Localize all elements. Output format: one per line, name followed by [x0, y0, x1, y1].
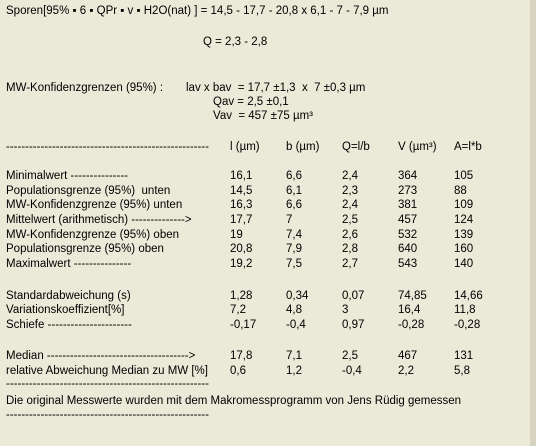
cell: 131	[454, 350, 474, 362]
row-label: Minimalwert ---------------	[6, 170, 128, 182]
row-label: Schiefe ----------------------	[6, 319, 132, 331]
cell: 2,3	[342, 185, 358, 197]
mw-block-label: MW-Konfidenzgrenzen (95%) :	[6, 82, 164, 94]
row-label: Variationskoeffizient[%]	[6, 304, 125, 316]
cell: 2,5	[342, 214, 358, 226]
cell: 140	[454, 258, 474, 270]
cell: 273	[398, 185, 418, 197]
cell: 7,1	[286, 350, 302, 362]
row-label: Standardabweichung (s)	[6, 290, 131, 302]
cell: 2,8	[342, 243, 358, 255]
cell: 74,85	[398, 290, 427, 302]
cell: 16,4	[398, 304, 421, 316]
cell: 6,6	[286, 170, 302, 182]
spore-summary-line: Sporen[95% ▪ 6 ▪ QPr ▪ v ▪ H2O(nat) ] = 14,5 - 17,7 - 20,8 x 6,1 - 7 - 7,9 µm	[6, 5, 389, 17]
q-range-line: Q = 2,3 - 2,8	[203, 36, 268, 48]
cell: 2,4	[342, 199, 358, 211]
cell: 2,6	[342, 229, 358, 241]
cell: 139	[454, 229, 474, 241]
cell: 7	[286, 214, 293, 226]
cell: 381	[398, 199, 418, 211]
cell: 14,66	[454, 290, 483, 302]
cell: 0,34	[286, 290, 309, 302]
cell: 2,7	[342, 258, 358, 270]
row-label: Median ------------------------------------->	[6, 350, 196, 362]
cell: 543	[398, 258, 418, 270]
header-volume: V (µm³)	[398, 141, 437, 153]
cell: 16,1	[230, 170, 253, 182]
cell: -0,4	[286, 319, 306, 331]
header-width: b (µm)	[286, 141, 320, 153]
cell: -0,28	[398, 319, 425, 331]
cell: 105	[454, 170, 474, 182]
mw-block-line3: Vav = 457 ±75 µm³	[213, 110, 313, 122]
cell: 1,2	[286, 365, 302, 377]
row-label: Mittelwert (arithmetisch) -------------->	[6, 214, 192, 226]
cell: 0,6	[230, 365, 246, 377]
cell: 14,5	[230, 185, 253, 197]
footer-note: Die original Messwerte wurden mit dem Makromessprogramm von Jens Rüdig gemessen	[6, 395, 462, 407]
cell: -0,28	[454, 319, 481, 331]
row-label: MW-Konfidenzgrenze (95%) oben	[6, 229, 180, 241]
footer-divider-top: -----------------------------------------------------	[6, 378, 209, 390]
row-label: Populationsgrenze (95%) unten	[6, 185, 171, 197]
cell: -0,17	[230, 319, 257, 331]
cell: 19	[230, 229, 243, 241]
header-length: l (µm)	[230, 141, 260, 153]
cell: 160	[454, 243, 474, 255]
vertical-scrollbar[interactable]	[530, 0, 536, 446]
header-area: A=l*b	[454, 141, 482, 153]
header-ratio: Q=l/b	[342, 141, 370, 153]
cell: 3	[342, 304, 349, 316]
row-label: MW-Konfidenzgrenze (95%) unten	[6, 199, 183, 211]
mw-block-line1: lav x bav = 17,7 ±1,3 x 7 ±0,3 µm	[186, 82, 366, 94]
cell: 11,8	[454, 304, 476, 316]
cell: 2,2	[398, 365, 414, 377]
cell: 2,4	[342, 170, 358, 182]
cell: 457	[398, 214, 418, 226]
footer-divider-bottom: -----------------------------------------------------	[6, 409, 209, 421]
row-label: relative Abweichung Median zu MW [%]	[6, 365, 208, 377]
cell: 7,2	[230, 304, 246, 316]
cell: 2,5	[342, 350, 358, 362]
row-label: Maximalwert ---------------	[6, 258, 132, 270]
cell: 467	[398, 350, 418, 362]
cell: -0,4	[342, 365, 362, 377]
cell: 6,6	[286, 199, 302, 211]
cell: 109	[454, 199, 474, 211]
cell: 6,1	[286, 185, 302, 197]
cell: 17,8	[230, 350, 253, 362]
cell: 20,8	[230, 243, 253, 255]
cell: 5,8	[454, 365, 470, 377]
cell: 16,3	[230, 199, 253, 211]
row-label: Populationsgrenze (95%) oben	[6, 243, 164, 255]
cell: 640	[398, 243, 418, 255]
cell: 7,5	[286, 258, 302, 270]
cell: 0,97	[342, 319, 365, 331]
cell: 1,28	[230, 290, 253, 302]
header-dashes: -----------------------------------------------------	[6, 141, 209, 153]
cell: 124	[454, 214, 474, 226]
cell: 7,9	[286, 243, 302, 255]
cell: 364	[398, 170, 418, 182]
mw-block-line2: Qav = 2,5 ±0,1	[213, 96, 289, 108]
cell: 17,7	[230, 214, 253, 226]
cell: 532	[398, 229, 418, 241]
cell: 0,07	[342, 290, 365, 302]
cell: 7,4	[286, 229, 302, 241]
cell: 19,2	[230, 258, 253, 270]
cell: 4,8	[286, 304, 302, 316]
cell: 88	[454, 185, 467, 197]
